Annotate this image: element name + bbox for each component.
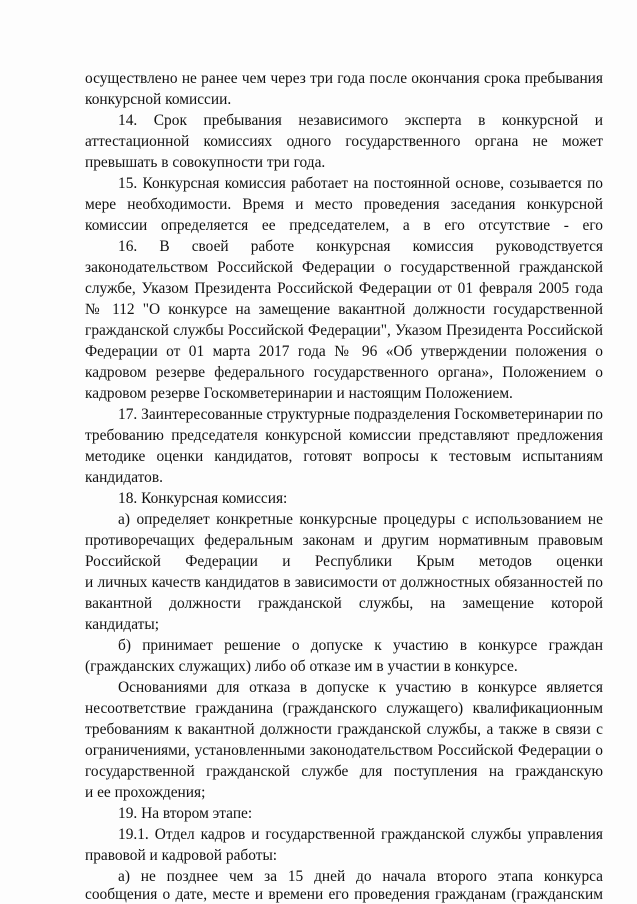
text-line: противоречащих федеральным законам и другим нормативным правовым [85, 532, 603, 549]
text-line: кандидаты; [85, 616, 159, 633]
text-line: требованию председателя конкурсной комиссии представляют предложения [85, 427, 603, 444]
text-line: правовой и кадровой работы: [85, 847, 278, 864]
text-line: Основаниями для отказа в допуске к участию в конкурсе является [118, 679, 603, 696]
text-line: 17. Заинтересованные структурные подразделения Госкомветеринарии по [118, 406, 603, 423]
text-line: 18. Конкурсная комиссия: [118, 490, 288, 507]
text-line: 15. Конкурсная комиссия работает на постоянной основе, созывается по [118, 175, 603, 192]
text-line: вакантной должности гражданской службы, на замещение которой [85, 595, 603, 612]
text-line: № 112 "О конкурсе на замещение вакантной должности государственной [85, 301, 603, 318]
text-line: 19.1. Отдел кадров и государственной гражданской службы управления [118, 826, 603, 843]
text-line: службе, Указом Президента Российской Федерации от 01 февраля 2005 года [85, 280, 603, 297]
text-line: и личных качеств кандидатов в зависимости от должностных обязанностей по [85, 574, 603, 591]
text-line: несоответствие гражданина (гражданского служащего) квалификационным [85, 700, 603, 717]
text-line: конкурсной комиссии. [85, 91, 232, 108]
text-line: а) определяет конкретные конкурсные процедуры с использованием не [118, 511, 603, 528]
text-line: превышать в совокупности три года. [85, 154, 326, 171]
text-line: методике оценки кандидатов, готовят вопросы к тестовым испытаниям [85, 448, 603, 465]
text-line: кадровом резерве Госкомветеринарии и настоящим Положением. [85, 385, 513, 402]
text-line: мере необходимости. Время и место проведения заседания конкурсной [85, 196, 603, 213]
text-line: сообщения о дате, месте и времени его проведения гражданам (гражданским [85, 886, 603, 903]
text-line: б) принимает решение о допуске к участию в конкурсе граждан [118, 637, 603, 654]
text-line: требованиям к вакантной должности гражданской службы, а также в связи с [85, 721, 603, 738]
text-line: 16. В своей работе конкурсная комиссия руководствуется [118, 238, 603, 255]
text-line: ограничениями, установленными законодательством Российской Федерации о [85, 742, 603, 759]
text-line: гражданской службы Российской Федерации", Указом Президента Российской [85, 322, 603, 339]
text-line: и ее прохождения; [85, 784, 206, 801]
text-line: кандидатов. [85, 469, 163, 486]
text-line: аттестационной комиссиях одного государственного органа не может [85, 133, 603, 150]
text-line: кадровом резерве федерального государственного органа», Положением о [85, 364, 603, 381]
text-line: Федерации от 01 марта 2017 года № 96 «Об утверждении положения о [85, 343, 603, 360]
text-line: (гражданских служащих) либо об отказе им в участии в конкурсе. [85, 658, 518, 675]
text-line: осуществлено не ранее чем через три года после окончания срока пребывания [85, 70, 603, 87]
text-line: 14. Срок пребывания независимого эксперта в конкурсной и [118, 112, 603, 129]
text-line: государственной гражданской службе для поступления на гражданскую [85, 763, 603, 780]
text-line: а) не позднее чем за 15 дней до начала второго этапа конкурса [118, 868, 603, 885]
text-line: комиссии определяется ее председателем, а в его отсутствие - его [85, 217, 603, 234]
text-line: законодательством Российской Федерации о государственной гражданской [85, 259, 603, 276]
text-line: 19. На втором этапе: [118, 805, 253, 822]
text-line: Российской Федерации и Республики Крым методов оценки [85, 553, 603, 570]
